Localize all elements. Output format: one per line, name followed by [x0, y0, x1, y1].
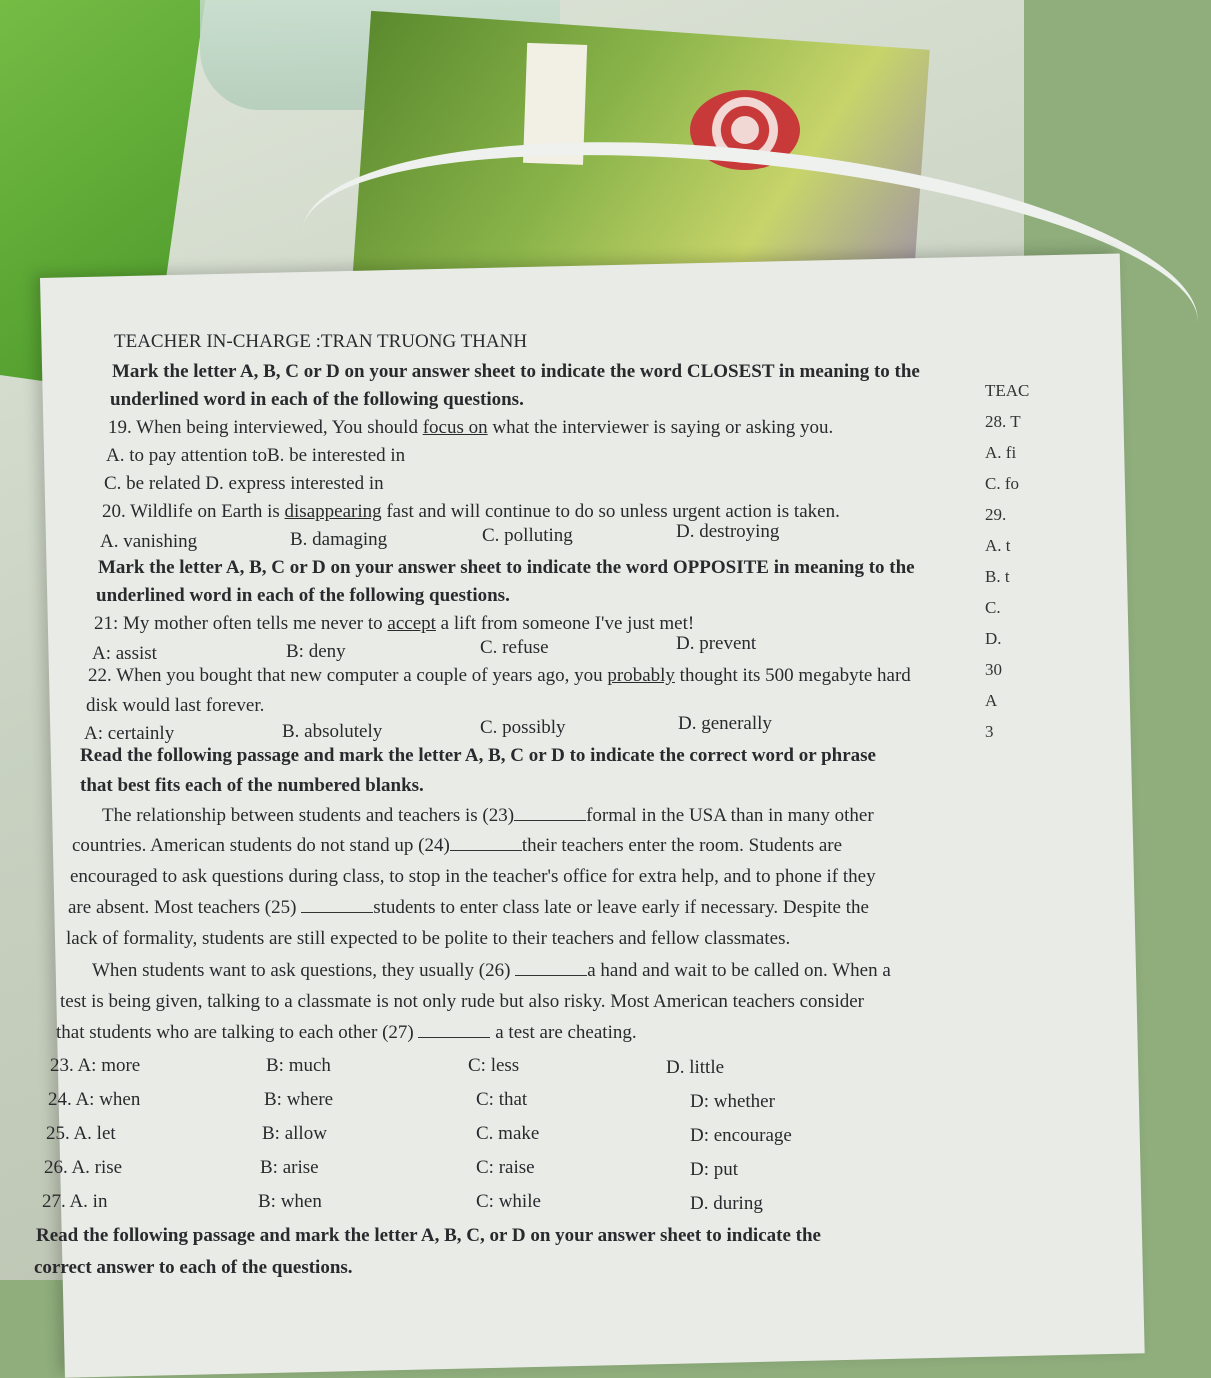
q22-option-a: A: certainly [84, 723, 175, 744]
q22-option-c: C. possibly [480, 717, 566, 738]
answer-24-b: B: where [264, 1089, 334, 1110]
question-19: 19. When being interviewed, You should focus on what the interviewer is saying or asking you. [108, 417, 834, 438]
answer-25-b: B: allow [262, 1123, 327, 1144]
adjacent-text-8: D. [985, 629, 1002, 648]
answer-23-a: 23. A: more [50, 1055, 141, 1076]
teacher-heading: TEACHER IN-CHARGE :TRAN TRUONG THANH [114, 331, 528, 352]
q19-options-1: A. to pay attention toB. be interested in [106, 445, 406, 466]
answer-26-a: 26. A. rise [44, 1157, 123, 1178]
section2-instruction-cont: underlined word in each of the following questions. [96, 585, 510, 606]
answer-25-c: C. make [476, 1123, 540, 1144]
q21-option-a: A: assist [92, 643, 157, 664]
passage-line-4: are absent. Most teachers (25) students to enter class late or leave early if necessary. Despite the [68, 892, 1024, 923]
q19-options-2: C. be related D. express interested in [104, 473, 384, 494]
adjacent-text-6: B. t [985, 567, 1010, 586]
answer-23-d: D. little [666, 1057, 725, 1078]
answer-23-c: C: less [468, 1055, 520, 1076]
question-22: 22. When you bought that new computer a couple of years ago, you probably thought its 500 megabyte hard [88, 665, 911, 686]
passage-line-6: When students want to ask questions, they usually (26) a hand and wait to be called on. When a [92, 955, 1024, 986]
answer-24-c: C: that [476, 1089, 528, 1110]
adjacent-text-2: A. fi [985, 443, 1017, 462]
adjacent-text-0: TEAC [985, 381, 1030, 400]
passage-line-3: encouraged to ask questions during class, to stop in the teacher's office for extra help, and to phone if they [70, 866, 876, 887]
passage-line-2: countries. American students do not stand up (24) their teachers enter the room. Students are [72, 830, 1024, 861]
adjacent-text-9: 30 [985, 660, 1002, 679]
q20-option-b: B. damaging [290, 529, 388, 550]
adjacent-text-7: C. [985, 598, 1001, 617]
answer-25-a: 25. A. let [46, 1123, 116, 1144]
answer-27-a: 27. A. in [42, 1191, 108, 1212]
answer-26-d: D: put [690, 1159, 739, 1180]
q20-option-a: A. vanishing [100, 531, 198, 552]
adjacent-text-1: 28. T [985, 412, 1021, 431]
answer-27-c: C: while [476, 1191, 541, 1212]
adjacent-text-10: A [985, 691, 998, 710]
q21-option-c: C. refuse [480, 637, 549, 658]
section3-instruction: Read the following passage and mark the letter A, B, C or D to indicate the correct word or phrase [80, 745, 876, 766]
q22-option-d: D. generally [678, 713, 772, 734]
passage-line-1: The relationship between students and teachers is (23) formal in the USA than in many other [102, 800, 1022, 831]
section1-instruction-cont: underlined word in each of the following questions. [110, 389, 524, 410]
adjacent-text-11: 3 [985, 722, 994, 741]
q21-option-b: B: deny [286, 641, 346, 662]
answer-23-b: B: much [266, 1055, 331, 1076]
adjacent-page-column [985, 375, 1029, 747]
question-21: 21: My mother often tells me never to accept a lift from someone I've just met! [94, 613, 695, 634]
section1-instruction: Mark the letter A, B, C or D on your answer sheet to indicate the word CLOSEST in meaning to the [112, 361, 920, 382]
passage-line-8: that students who are talking to each other (27) a test are cheating. [56, 1017, 637, 1048]
adjacent-text-3: C. fo [985, 474, 1019, 493]
section2-instruction: Mark the letter A, B, C or D on your answer sheet to indicate the word OPPOSITE in meaning to the [98, 557, 915, 578]
answer-27-d: D. during [690, 1193, 763, 1214]
answer-25-d: D: encourage [690, 1125, 792, 1146]
answer-26-b: B: arise [260, 1157, 319, 1178]
q21-option-d: D. prevent [676, 633, 757, 654]
q22-option-b: B. absolutely [282, 721, 383, 742]
adjacent-text-4: 29. [985, 505, 1007, 524]
q20-option-c: C. polluting [482, 525, 573, 546]
question-20: 20. Wildlife on Earth is disappearing fast and will continue to do so unless urgent action is taken. [102, 501, 840, 522]
q20-option-d: D. destroying [676, 521, 780, 542]
adjacent-text-5: A. t [985, 536, 1011, 555]
section3-instruction-cont: that best fits each of the numbered blanks. [80, 775, 424, 796]
answer-27-b: B: when [258, 1191, 322, 1212]
section4-instruction-cont: correct answer to each of the questions. [34, 1257, 353, 1278]
passage-line-5: lack of formality, students are still expected to be polite to their teachers and fellow classmates. [66, 928, 791, 949]
answer-24-d: D: whether [690, 1091, 775, 1112]
question-22-cont: disk would last forever. [86, 695, 265, 716]
section4-instruction: Read the following passage and mark the letter A, B, C, or D on your answer sheet to indicate the [36, 1225, 821, 1246]
answer-24-a: 24. A: when [48, 1089, 141, 1110]
answer-26-c: C: raise [476, 1157, 535, 1178]
passage-line-7: test is being given, talking to a classmate is not only rude but also risky. Most American teachers consider [60, 991, 864, 1012]
